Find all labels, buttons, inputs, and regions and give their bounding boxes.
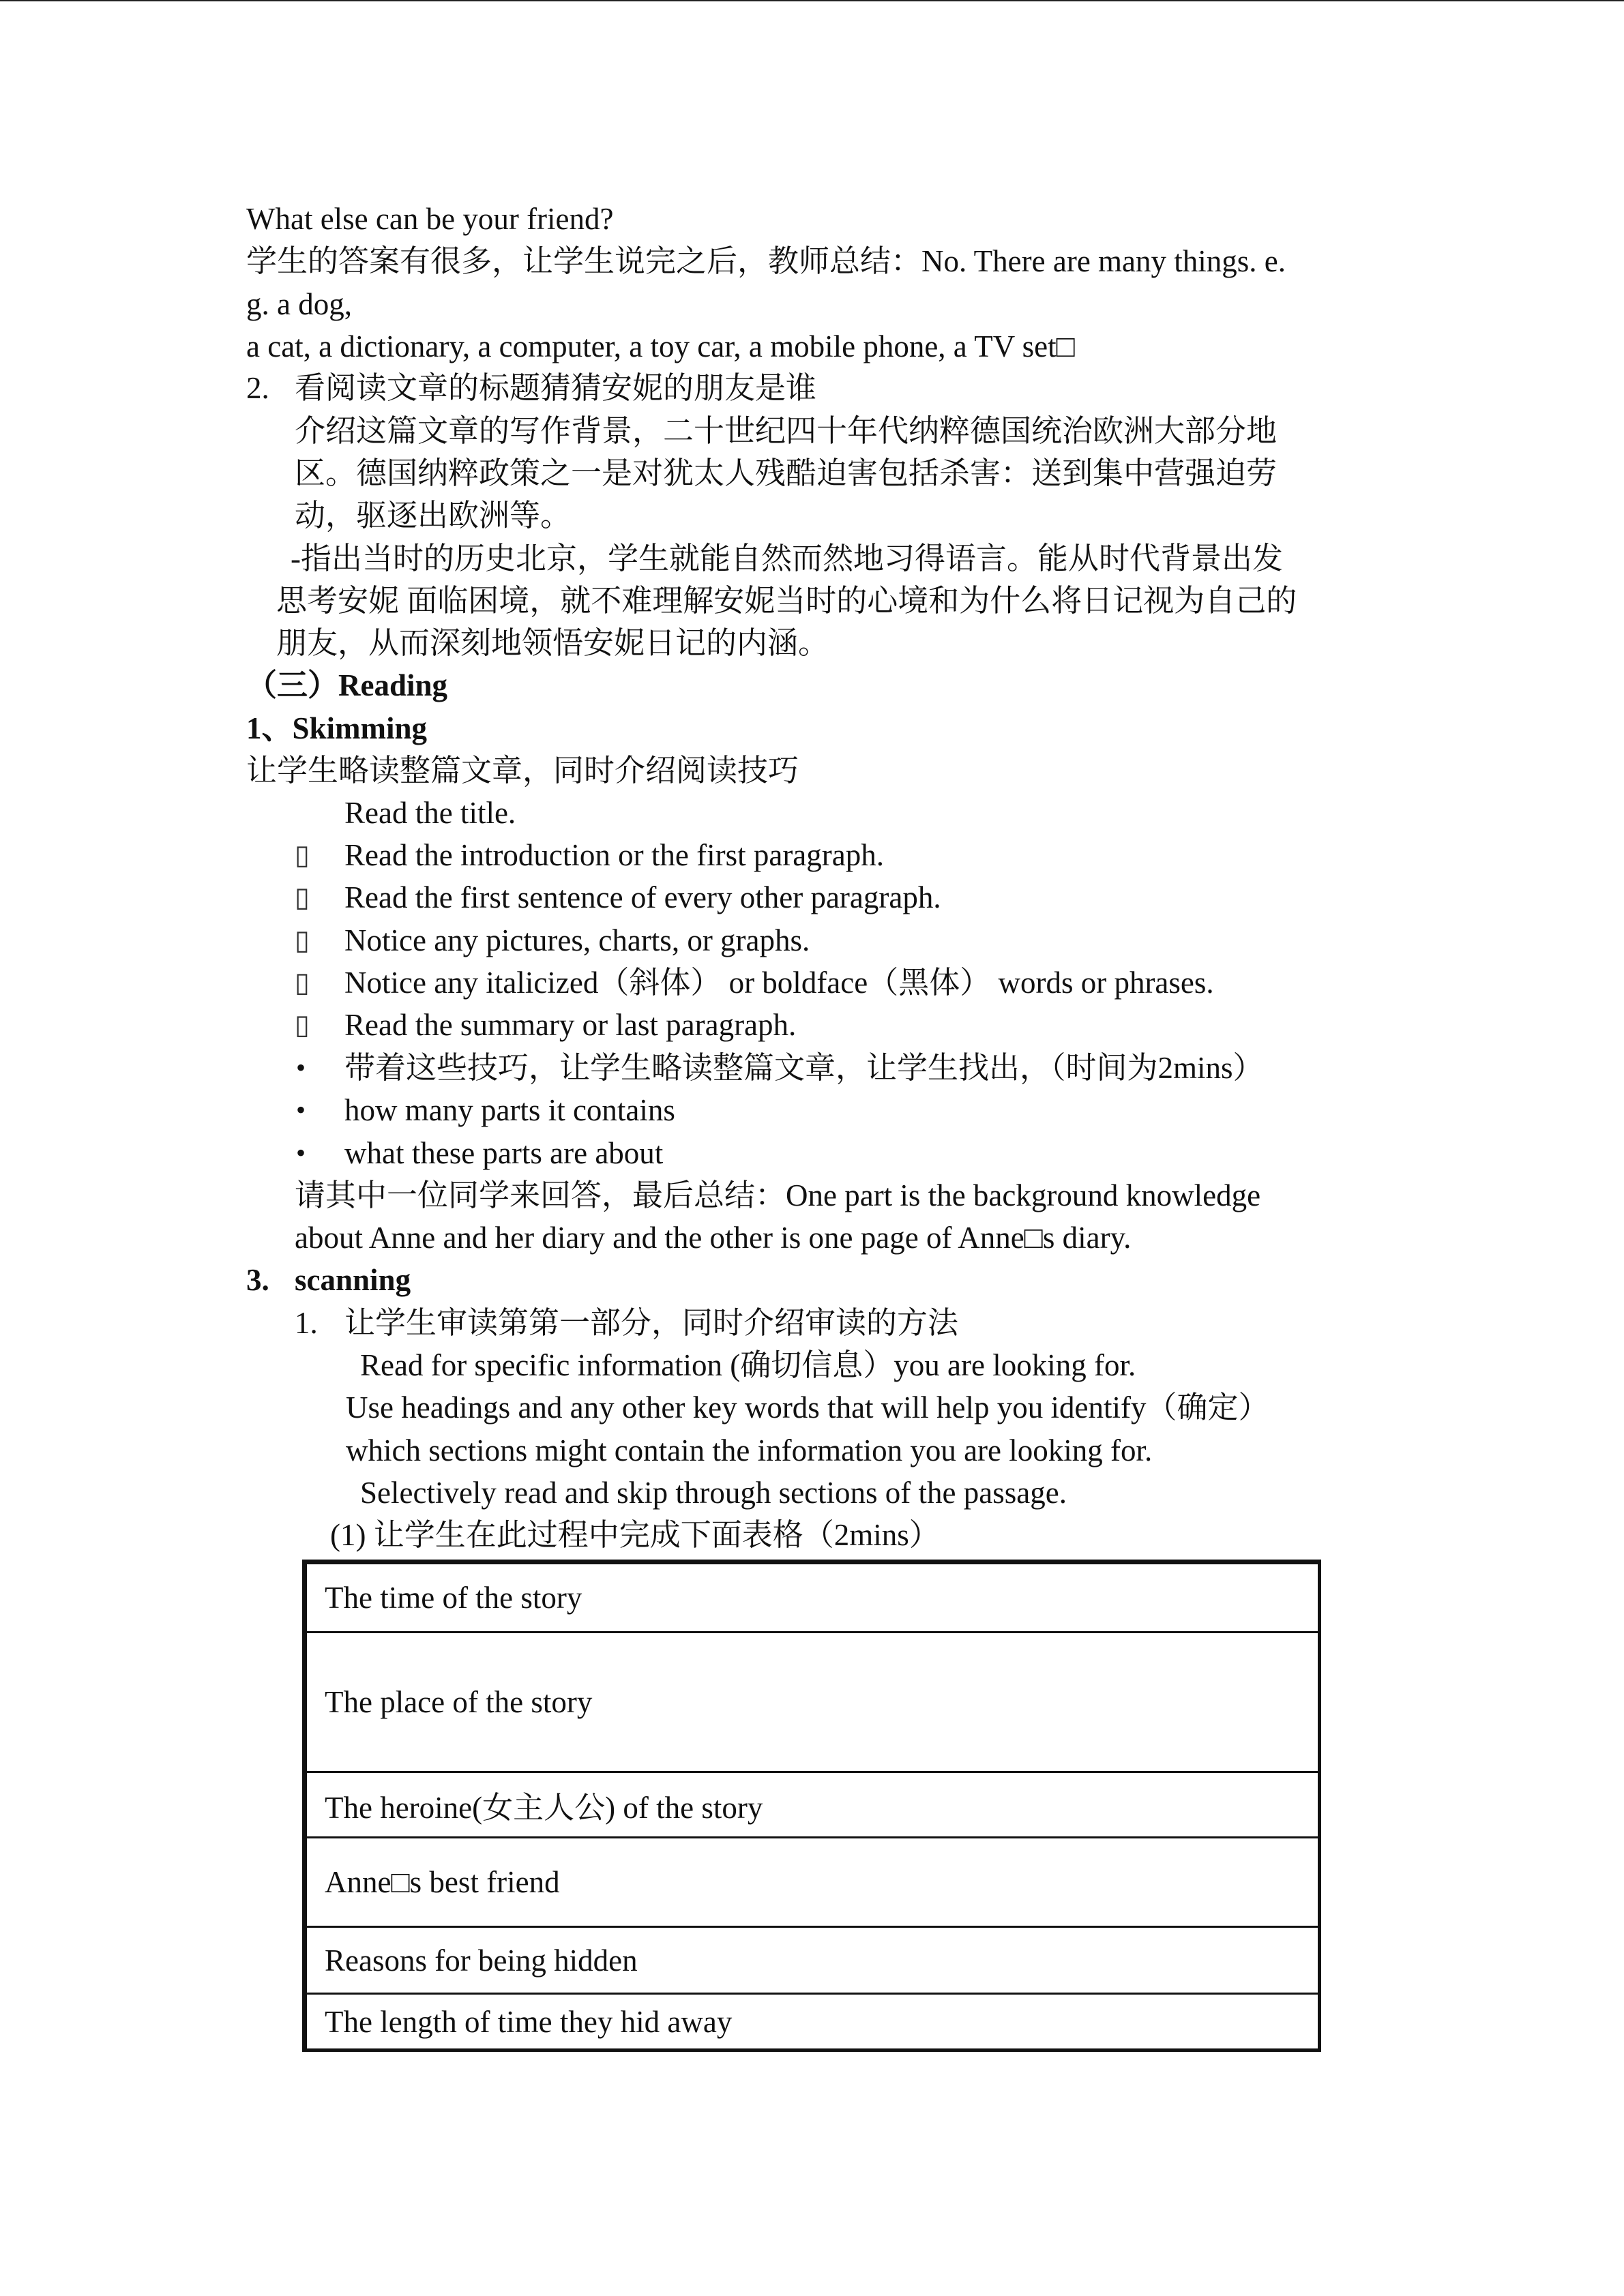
box-bullet-icon: ▯ <box>295 967 310 998</box>
dot-bullet-icon: • <box>296 1094 306 1125</box>
box-bullet-icon: ▯ <box>295 925 310 955</box>
step-number-2: 2. <box>246 371 269 405</box>
table-cell-label: The length of time they hid away <box>325 2004 733 2039</box>
table-cell-label: The place of the story <box>325 1685 593 1719</box>
skim-tip: Notice any pictures, charts, or graphs. <box>344 923 810 957</box>
table-row <box>307 1633 1318 1773</box>
table-cell-label: Reasons for being hidden <box>325 1943 638 1978</box>
table-row <box>307 1838 1318 1928</box>
table-cell-label: Anne□s best friend <box>325 1865 560 1899</box>
scan-method-2: Use headings and any other key words that will help you identify（确定） <box>346 1390 1269 1425</box>
table-cell-label: The time of the story <box>325 1581 582 1615</box>
skimming-intro: 让学生略读整篇文章，同时介绍阅读技巧 <box>246 754 799 788</box>
background-line-2: 区。德国纳粹政策之一是对犹太人残酷迫害包括杀害：送到集中营强迫劳 <box>295 456 1278 490</box>
box-bullet-icon: ▯ <box>295 1009 310 1040</box>
skim-tip: Read the summary or last paragraph. <box>344 1008 797 1042</box>
skim-tip: Notice any italicized（斜体） or boldface（黑体） words or phrases. <box>344 966 1214 1000</box>
teacher-summary-continued: g. a dog, <box>246 287 352 321</box>
examples-line: a cat, a dictionary, a computer, a toy car, a mobile phone, a TV set□ <box>246 329 1075 363</box>
step-2-heading: 看阅读文章的标题猜猜安妮的朋友是谁 <box>295 371 817 405</box>
scanning-intro: 让学生审读第第一部分，同时介绍审读的方法 <box>344 1306 959 1340</box>
task-item: what these parts are about <box>344 1136 664 1170</box>
dot-bullet-icon: • <box>296 1052 306 1083</box>
substep-number-1: 1. <box>295 1306 318 1340</box>
background-line-3: 动，驱逐出欧洲等。 <box>295 498 572 533</box>
skim-tip: Read the introduction or the first paragraph. <box>344 838 884 872</box>
table-row <box>307 1928 1318 1995</box>
history-note-line-1: -指出当时的历史北京，学生就能自然而然地习得语言。能从时代背景出发 <box>291 541 1283 576</box>
table-row <box>307 1564 1318 1633</box>
teacher-summary-line: 学生的答案有很多，让学生说完之后，教师总结：No. There are many things. e. <box>246 244 1286 278</box>
box-bullet-icon: ▯ <box>295 839 310 870</box>
scanning-table <box>302 1560 1321 2052</box>
scan-method-2-continued: which sections might contain the information you are looking for. <box>346 1433 1153 1467</box>
page-top-border <box>0 0 1624 1</box>
table-cell-label: The heroine(女主人公) of the story <box>325 1791 763 1825</box>
section-reading-heading: （三）Reading <box>246 668 448 702</box>
table-instruction: (1) 让学生在此过程中完成下面表格（2mins） <box>330 1518 940 1552</box>
history-note-line-3: 朋友，从而深刻地领悟安妮日记的内涵。 <box>276 626 829 660</box>
answer-summary-line-2: about Anne and her diary and the other is one page of Anne□s diary. <box>295 1221 1132 1255</box>
answer-summary-line-1: 请其中一位同学来回答，最后总结：One part is the background knowledge <box>295 1178 1261 1212</box>
table-row <box>307 1773 1318 1838</box>
table-row <box>307 1995 1318 2048</box>
scan-method-3: Selectively read and skip through sections of the passage. <box>360 1476 1067 1510</box>
step-number-3: 3. <box>246 1263 269 1297</box>
background-line-1: 介绍这篇文章的写作背景，二十世纪四十年代纳粹德国统治欧洲大部分地 <box>295 414 1278 448</box>
task-item: how many parts it contains <box>344 1093 675 1127</box>
history-note-line-2: 思考安妮 面临困境，就不难理解安妮当时的心境和为什么将日记视为自己的 <box>276 584 1297 618</box>
scanning-heading: scanning <box>295 1263 411 1297</box>
skim-tip: Read the title. <box>344 796 516 830</box>
box-bullet-icon: ▯ <box>295 882 310 912</box>
scan-method-1: Read for specific information (确切信息）you are looking for. <box>360 1348 1136 1382</box>
task-item: 带着这些技巧，让学生略读整篇文章，让学生找出，（时间为2mins） <box>344 1051 1264 1085</box>
skimming-heading: 1、Skimming <box>246 711 428 745</box>
question-line: What else can be your friend? <box>246 202 614 236</box>
skim-tip: Read the first sentence of every other paragraph. <box>344 880 941 914</box>
dot-bullet-icon: • <box>296 1137 306 1168</box>
